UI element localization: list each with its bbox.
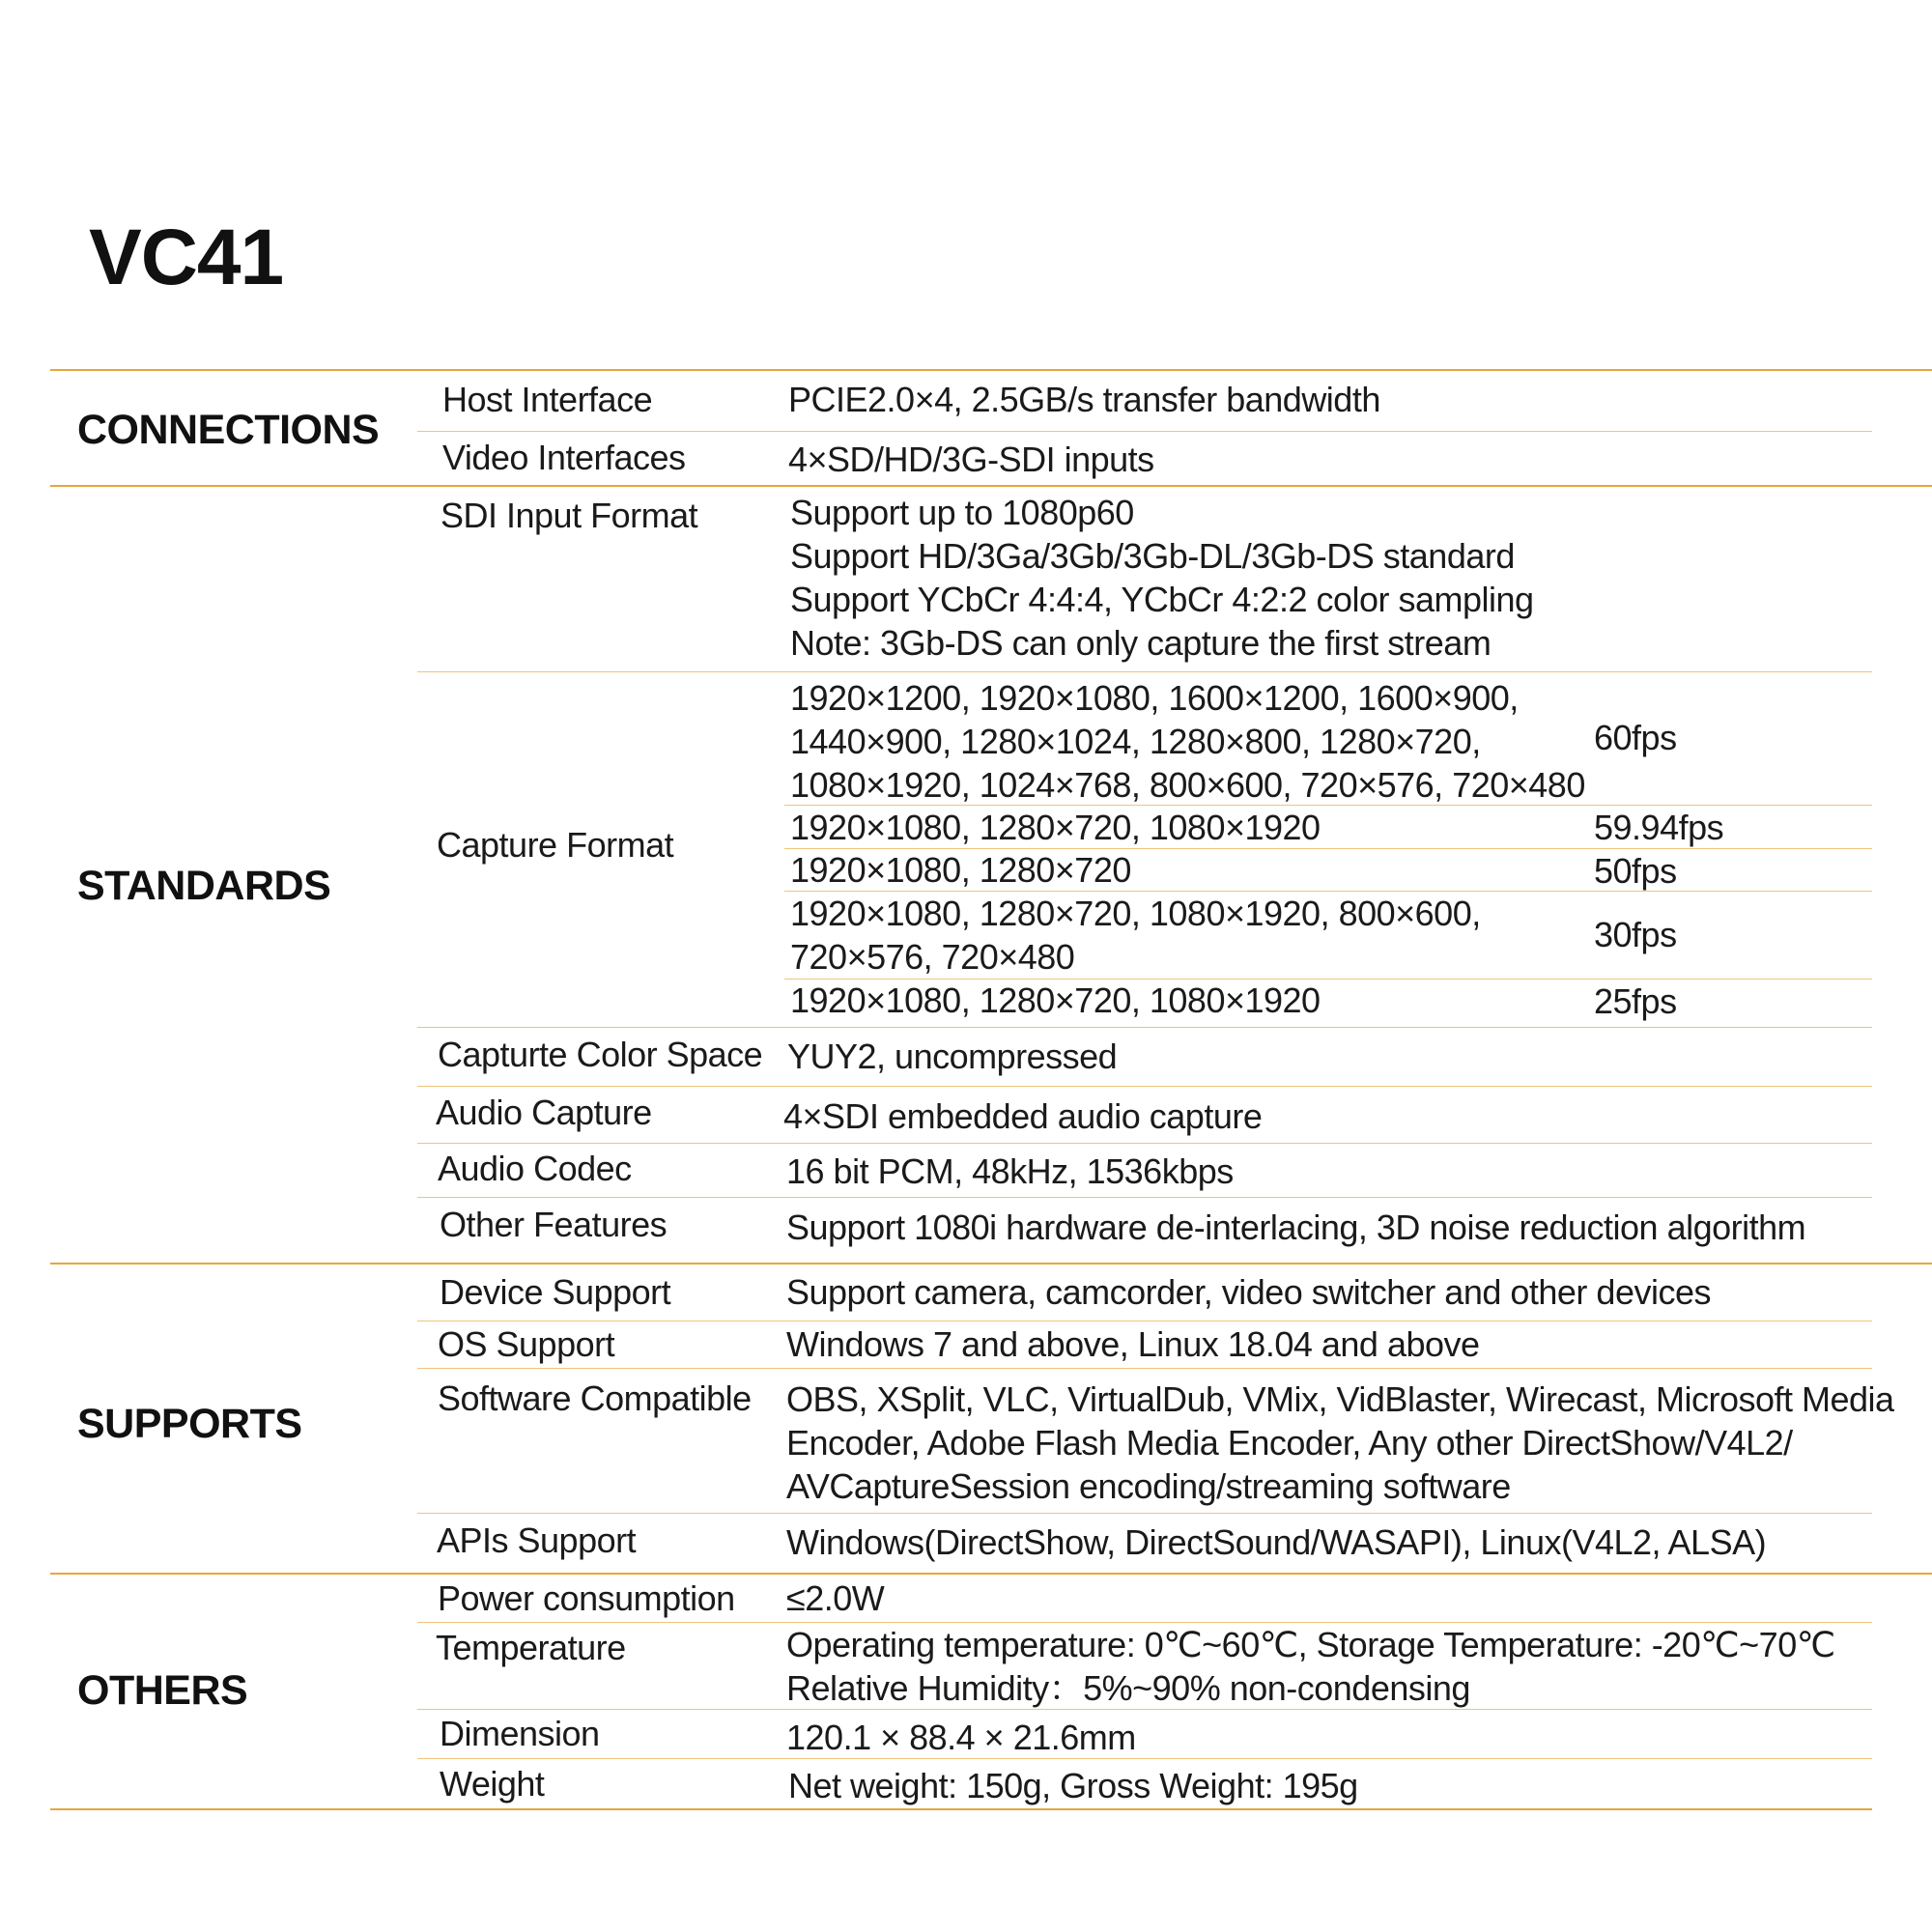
dimension-value: 120.1 × 88.4 × 21.6mm	[786, 1718, 1136, 1757]
spec-line: OBS, XSplit, VLC, VirtualDub, VMix, VidBlaster, Wirecast, Microsoft Media	[786, 1379, 1894, 1419]
spec-line: 1920×1080, 1280×720	[790, 850, 1131, 890]
capture-format-resolutions-5994	[790, 806, 1321, 849]
device-support-value: Support camera, camcorder, video switcher and other devices	[786, 1272, 1711, 1312]
section-heading-connections: CONNECTIONS	[77, 407, 380, 453]
section-divider	[50, 485, 1932, 487]
capture-format-label: Capture Format	[437, 825, 674, 865]
capture-color-space-value: YUY2, uncompressed	[787, 1037, 1118, 1076]
row-divider	[417, 1758, 1872, 1759]
dimension-label: Dimension	[440, 1714, 600, 1753]
row-divider	[417, 1086, 1872, 1087]
spec-line: 1920×1080, 1280×720, 1080×1920, 800×600,	[790, 894, 1481, 933]
capture-format-resolutions-50	[790, 848, 1131, 892]
sdi-input-format-label: SDI Input Format	[440, 496, 698, 535]
audio-codec-label: Audio Codec	[438, 1149, 632, 1188]
spec-line: Support HD/3Ga/3Gb/3Gb-DL/3Gb-DS standard	[790, 536, 1515, 576]
temperature-label: Temperature	[436, 1628, 626, 1667]
capture-format-resolutions-60	[790, 676, 1585, 807]
spec-line: 1920×1200, 1920×1080, 1600×1200, 1600×900,	[790, 678, 1519, 718]
capture-color-space-label: Capturte Color Space	[438, 1035, 763, 1074]
spec-line: 1080×1920, 1024×768, 800×600, 720×576, 720×480	[790, 765, 1585, 805]
sdi-input-format-value	[790, 491, 1534, 665]
section-heading-others: OTHERS	[77, 1667, 248, 1714]
spec-line: Encoder, Adobe Flash Media Encoder, Any other DirectShow/V4L2/	[786, 1423, 1793, 1463]
spec-line: Support YCbCr 4:4:4, YCbCr 4:2:2 color sampling	[790, 580, 1534, 619]
section-heading-supports: SUPPORTS	[77, 1401, 302, 1447]
weight-value: Net weight: 150g, Gross Weight: 195g	[788, 1766, 1358, 1805]
spec-line: 1440×900, 1280×1024, 1280×800, 1280×720,	[790, 722, 1481, 761]
capture-format-fps: 30fps	[1594, 915, 1677, 954]
other-features-label: Other Features	[440, 1205, 668, 1244]
other-features-value: Support 1080i hardware de-interlacing, 3D noise reduction algorithm	[786, 1208, 1806, 1247]
software-compatible-value	[786, 1378, 1894, 1508]
capture-format-fps: 25fps	[1594, 981, 1677, 1021]
software-compatible-label: Software Compatible	[438, 1378, 752, 1418]
row-divider	[417, 1513, 1872, 1514]
spec-line: Support up to 1080p60	[790, 493, 1134, 532]
row-divider	[417, 1709, 1872, 1710]
os-support-value: Windows 7 and above, Linux 18.04 and above	[786, 1324, 1480, 1364]
os-support-label: OS Support	[438, 1324, 615, 1364]
spec-line: 720×576, 720×480	[790, 937, 1075, 977]
apis-support-value: Windows(DirectShow, DirectSound/WASAPI), Linux(V4L2, ALSA)	[786, 1522, 1767, 1562]
section-divider	[50, 1263, 1932, 1264]
spec-line: AVCaptureSession encoding/streaming software	[786, 1466, 1511, 1506]
weight-label: Weight	[440, 1764, 545, 1804]
row-divider	[417, 1143, 1872, 1144]
spec-line: 1920×1080, 1280×720, 1080×1920	[790, 980, 1321, 1020]
product-title: VC41	[89, 213, 284, 301]
capture-format-resolutions-30	[790, 892, 1481, 979]
row-divider	[417, 1197, 1872, 1198]
audio-codec-value: 16 bit PCM, 48kHz, 1536kbps	[786, 1151, 1234, 1191]
temperature-value	[786, 1623, 1835, 1710]
table-bottom-rule	[50, 1808, 1872, 1810]
video-interfaces-value: 4×SD/HD/3G-SDI inputs	[788, 440, 1154, 479]
row-divider	[417, 671, 1872, 672]
section-divider	[50, 1573, 1932, 1575]
section-divider	[50, 369, 1932, 371]
capture-format-resolutions-25	[790, 979, 1321, 1022]
capture-format-fps: 60fps	[1594, 718, 1677, 757]
host-interface-value: PCIE2.0×4, 2.5GB/s transfer bandwidth	[788, 380, 1380, 419]
section-heading-standards: STANDARDS	[77, 863, 331, 909]
capture-format-fps: 50fps	[1594, 851, 1677, 891]
capture-format-fps: 59.94fps	[1594, 808, 1724, 847]
row-divider	[417, 431, 1872, 432]
spec-line: Operating temperature: 0℃~60℃, Storage Temperature: -20℃~70℃	[786, 1625, 1835, 1664]
audio-capture-label: Audio Capture	[436, 1093, 652, 1132]
power-consumption-label: Power consumption	[438, 1578, 735, 1618]
host-interface-label: Host Interface	[442, 380, 653, 419]
spec-line: Note: 3Gb-DS can only capture the first stream	[790, 623, 1492, 663]
video-interfaces-label: Video Interfaces	[442, 438, 686, 477]
spec-line: Relative Humidity：5%~90% non-condensing	[786, 1668, 1470, 1708]
spec-line: 1920×1080, 1280×720, 1080×1920	[790, 808, 1321, 847]
audio-capture-value: 4×SDI embedded audio capture	[783, 1096, 1263, 1136]
apis-support-label: APIs Support	[437, 1520, 637, 1560]
power-consumption-value: ≤2.0W	[786, 1578, 885, 1618]
device-support-label: Device Support	[440, 1272, 671, 1312]
row-divider	[417, 1368, 1872, 1369]
row-divider	[417, 1027, 1872, 1028]
